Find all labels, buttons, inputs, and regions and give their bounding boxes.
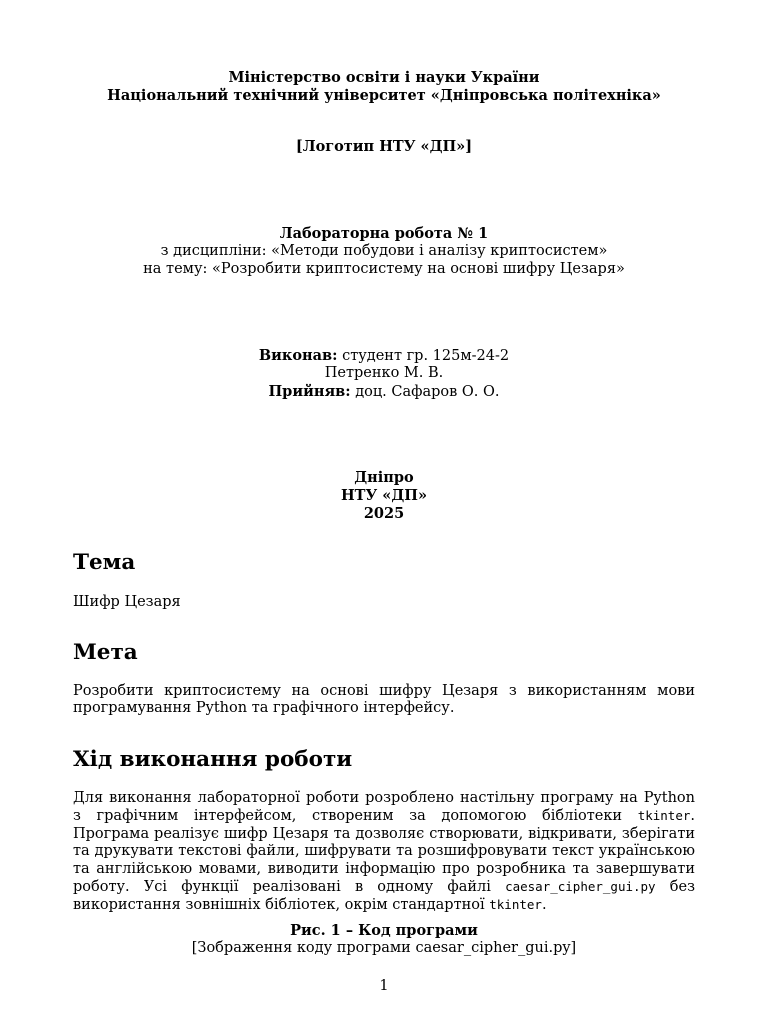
goal-paragraph: Розробити криптосистему на основі шифру Цезаря з використанням мови програмування Python та графічного інтерфейсу.	[73, 683, 695, 717]
accepted-by	[0, 383, 768, 402]
code-tkinter-1: tkinter	[637, 808, 691, 824]
performed-by	[0, 347, 768, 366]
performed-label: Виконав:	[258, 347, 338, 364]
city: Дніпро	[354, 469, 414, 486]
section-heading-goal: Мета	[73, 640, 138, 665]
work-title: Лабораторна робота № 1	[279, 225, 489, 242]
progress-text-1: Для виконання лабораторної роботи розроблено настільну програму на Python з графічним інтерфейсом, створеним за допомогою бібліотеки	[73, 790, 695, 825]
figure-placeholder: [Зображення коду програми caesar_cipher_gui.py]	[191, 940, 577, 956]
section-heading-progress: Хід виконання роботи	[73, 747, 353, 772]
logo-placeholder: [Логотип НТУ «ДП»]	[295, 138, 473, 155]
section-heading-topic: Тема	[73, 550, 136, 575]
figure-caption: Рис. 1 – Код програми	[290, 922, 478, 939]
progress-text-4: .	[541, 897, 547, 914]
performed-value: студент гр. 125м-24-2	[342, 348, 510, 364]
year: 2025	[363, 505, 405, 522]
page-number: 1	[379, 978, 389, 994]
institution-short: НТУ «ДП»	[340, 487, 428, 504]
discipline-line: з дисципліни: «Методи побудови і аналізу криптосистем»	[160, 243, 608, 259]
accepted-label: Прийняв:	[268, 383, 351, 400]
progress-text-3: без використання зовнішніх бібліотек, окрім стандартної	[73, 879, 695, 914]
student-name: Петренко М. В.	[324, 365, 444, 381]
progress-text-2: . Програма реалізує шифр Цезаря та дозволяє створювати, відкривати, зберігати та друкувати текстові файли, шифрувати та розшифровувати текст українською та англійською мовами, виводити інформацію про розробника та завершувати роботу. Усі функції реалізовані в одному файлі	[73, 808, 695, 896]
code-filename: caesar_cipher_gui.py	[505, 879, 656, 895]
progress-paragraph	[73, 790, 695, 915]
code-tkinter-2: tkinter	[489, 897, 542, 913]
university-title: Національний технічний університет «Дніпровська політехніка»	[107, 87, 661, 104]
topic-text: Шифр Цезаря	[73, 594, 181, 610]
accepted-value: доц. Сафаров О. О.	[355, 384, 500, 400]
ministry-title: Міністерство освіти і науки України	[228, 69, 540, 86]
topic-line: на тему: «Розробити криптосистему на основі шифру Цезаря»	[143, 261, 625, 277]
